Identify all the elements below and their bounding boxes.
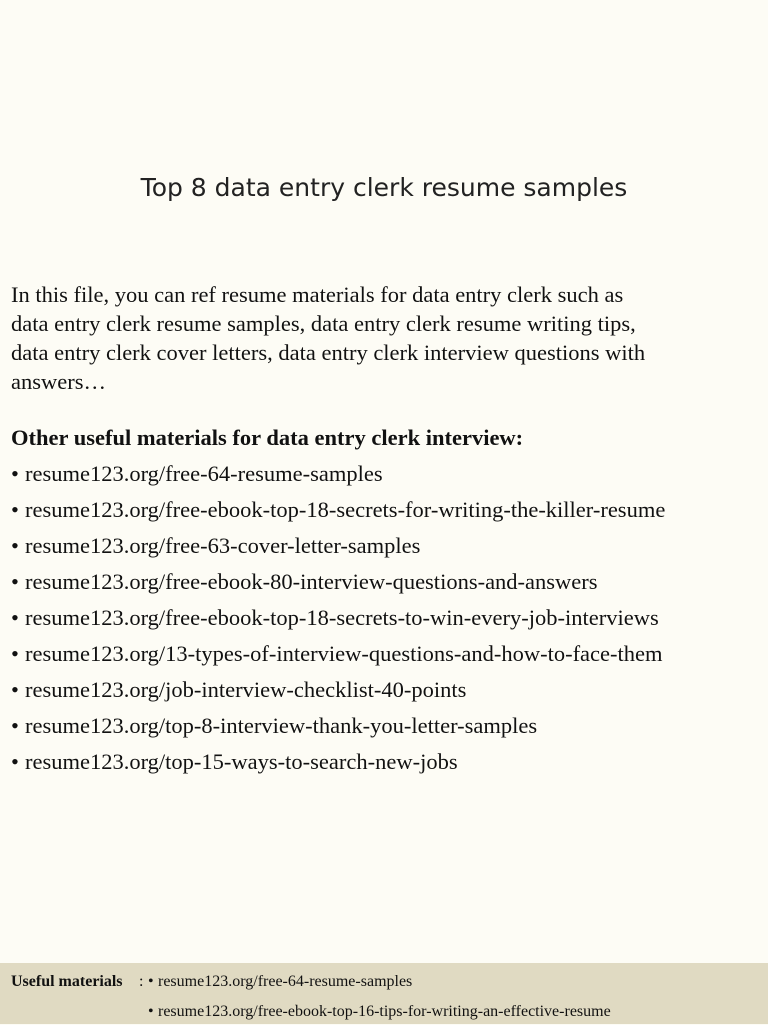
footer-bar <box>0 963 768 1024</box>
footer-item <box>148 998 611 1025</box>
bullet-icon: • <box>11 749 19 774</box>
resource-item <box>11 636 761 672</box>
bullet-icon: • <box>11 569 19 594</box>
bullet-icon: • <box>11 461 19 486</box>
resource-link[interactable]: resume123.org/free-ebook-80-interview-questions-and-answers <box>25 569 598 594</box>
intro-paragraph <box>11 280 756 396</box>
footer-label: Useful materials <box>11 973 123 990</box>
resource-item <box>11 528 761 564</box>
resource-link[interactable]: resume123.org/top-8-interview-thank-you-letter-samples <box>25 713 538 738</box>
intro-line: In this file, you can ref resume materials for data entry clerk such as <box>11 282 624 307</box>
resource-link[interactable]: resume123.org/free-ebook-top-18-secrets-for-writing-the-killer-resume <box>25 497 666 522</box>
footer-link[interactable]: resume123.org/free-ebook-top-16-tips-for-writing-an-effective-resume <box>158 1003 611 1020</box>
bullet-icon: • <box>11 641 19 666</box>
bullet-icon: • <box>148 1003 154 1020</box>
resource-item <box>11 492 761 528</box>
resource-item <box>11 672 761 708</box>
resource-link[interactable]: resume123.org/top-15-ways-to-search-new-jobs <box>25 749 458 774</box>
footer-list <box>148 972 611 1025</box>
resource-item <box>11 456 761 492</box>
bullet-icon: • <box>11 497 19 522</box>
bullet-icon: • <box>11 605 19 630</box>
resource-item <box>11 744 761 780</box>
bullet-icon: • <box>11 533 19 558</box>
resources-heading: Other useful materials for data entry clerk interview: <box>11 425 524 450</box>
footer-colon: : <box>139 973 144 990</box>
bullet-icon: • <box>148 973 154 990</box>
intro-line: answers… <box>11 369 106 394</box>
resource-link[interactable]: resume123.org/free-ebook-top-18-secrets-to-win-every-job-interviews <box>25 605 659 630</box>
footer-link[interactable]: resume123.org/free-64-resume-samples <box>158 973 413 990</box>
resource-link[interactable]: resume123.org/free-63-cover-letter-samples <box>25 533 421 558</box>
intro-line: data entry clerk resume samples, data entry clerk resume writing tips, <box>11 311 636 336</box>
resource-item <box>11 600 761 636</box>
footer-item <box>148 972 611 992</box>
resource-link[interactable]: resume123.org/13-types-of-interview-questions-and-how-to-face-them <box>25 641 663 666</box>
bullet-icon: • <box>11 677 19 702</box>
resource-link[interactable]: resume123.org/free-64-resume-samples <box>25 461 383 486</box>
resource-list <box>11 456 761 780</box>
resource-item <box>11 564 761 600</box>
resource-link[interactable]: resume123.org/job-interview-checklist-40-points <box>25 677 467 702</box>
resource-item <box>11 708 761 744</box>
document-title: Top 8 data entry clerk resume samples <box>140 173 628 202</box>
bullet-icon: • <box>11 713 19 738</box>
intro-line: data entry clerk cover letters, data entry clerk interview questions with <box>11 340 646 365</box>
